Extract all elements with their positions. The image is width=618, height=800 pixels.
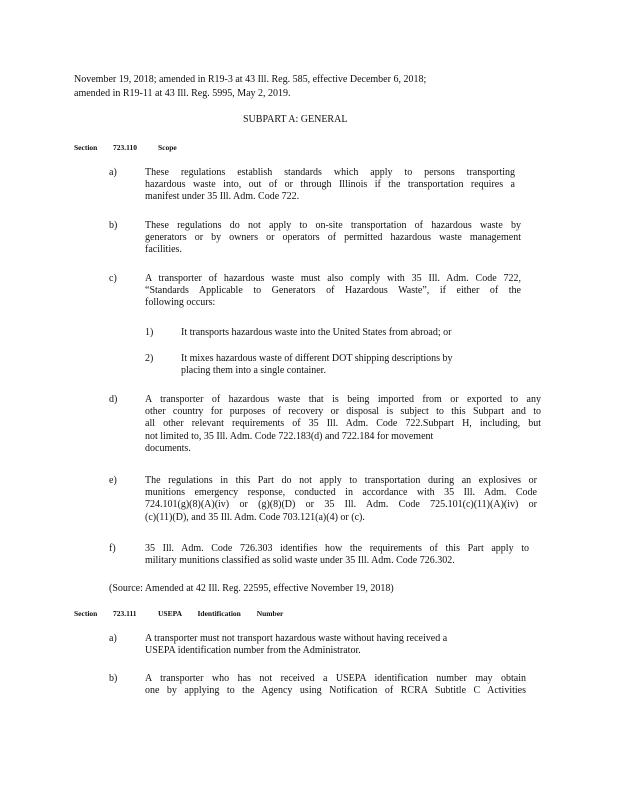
paragraph-line: These regulations establish standards which apply to persons transporting	[145, 167, 515, 178]
paragraph-label: b)	[109, 220, 118, 231]
paragraph-d	[145, 394, 541, 455]
paragraph-line: facilities.	[145, 244, 182, 256]
paragraph-label: c)	[109, 273, 117, 284]
paragraph-line: hazardous waste into, out of or through Illinois if the transportation requires a	[145, 179, 515, 191]
subpart-heading: SUBPART A: GENERAL	[243, 114, 348, 125]
paragraph-a	[145, 633, 505, 657]
paragraph-a	[145, 167, 515, 204]
paragraph-e	[145, 475, 537, 524]
section-title: Scope	[158, 143, 177, 152]
paragraph-line: A transporter of hazardous waste must also comply with 35 Ill. Adm. Code 722,	[145, 273, 521, 284]
paragraph-line: documents.	[145, 442, 191, 454]
paragraph-c	[145, 273, 521, 310]
paragraph-line: USEPA identification number from the Administrator.	[145, 645, 361, 657]
paragraph-label: b)	[109, 673, 118, 684]
subparagraph-2	[181, 353, 511, 377]
paragraph-line: It mixes hazardous waste of different DOT shipping descriptions by	[181, 353, 453, 364]
subparagraph-label: 2)	[145, 353, 154, 364]
paragraph-label: a)	[109, 633, 117, 644]
history-line-2: amended in R19-11 at 43 Ill. Reg. 5995, May 2, 2019.	[74, 88, 291, 99]
paragraph-line: military munitions classified as solid waste under 35 Ill. Adm. Code 726.302.	[145, 555, 455, 567]
section-label: Section	[74, 609, 98, 618]
paragraph-label: a)	[109, 167, 117, 178]
paragraph-line: following occurs:	[145, 297, 216, 309]
section-number: 723.110	[113, 143, 137, 152]
paragraph-line: munitions emergency response, conducted in accordance with 35 Ill. Adm. Code	[145, 487, 537, 499]
section-label: Section	[74, 143, 98, 152]
paragraph-line: manifest under 35 Ill. Adm. Code 722.	[145, 191, 300, 203]
paragraph-line: 35 Ill. Adm. Code 726.303 identifies how the requirements of this Part apply to	[145, 543, 529, 554]
paragraph-label: f)	[109, 543, 116, 554]
paragraph-line: generators or by owners or operators of permitted hazardous waste management	[145, 232, 521, 244]
subparagraph-label: 1)	[145, 327, 154, 338]
source-note: (Source: Amended at 42 Ill. Reg. 22595, effective November 19, 2018)	[109, 583, 394, 594]
paragraph-b	[145, 673, 526, 697]
section-title: USEPA Identification Number	[158, 609, 284, 618]
paragraph-line: “Standards Applicable to Generators of Hazardous Waste”, if either of the	[145, 285, 521, 297]
subparagraph-1	[181, 327, 511, 339]
paragraph-f	[145, 543, 529, 567]
paragraph-line: one by applying to the Agency using Notification of RCRA Subtitle C Activities	[145, 685, 526, 697]
paragraph-line: A transporter must not transport hazardous waste without having received a	[145, 633, 448, 644]
paragraph-line: 724.101(g)(8)(A)(iv) or (g)(8)(D) or 35 Ill. Adm. Code 725.101(c)(11)(A)(iv) or	[145, 499, 537, 511]
paragraph-line: other country for purposes of recovery or disposal is subject to this Subpart and to	[145, 406, 541, 418]
paragraph-line: (c)(11)(D), and 35 Ill. Adm. Code 703.121(a)(4) or (c).	[145, 511, 365, 523]
paragraph-label: d)	[109, 394, 118, 405]
paragraph-line: It transports hazardous waste into the United States from abroad; or	[181, 327, 452, 338]
history-line-1: November 19, 2018; amended in R19-3 at 43 Ill. Reg. 585, effective December 6, 2018;	[74, 74, 427, 85]
section-number: 723.111	[113, 609, 137, 618]
paragraph-line: placing them into a single container.	[181, 365, 326, 377]
paragraph-line: A transporter of hazardous waste that is being imported from or exported to any	[145, 394, 541, 405]
paragraph-b	[145, 220, 521, 257]
paragraph-label: e)	[109, 475, 117, 486]
paragraph-line: not limited to, 35 Ill. Adm. Code 722.183(d) and 722.184 for movement	[145, 430, 434, 442]
paragraph-line: These regulations do not apply to on-site transportation of hazardous waste by	[145, 220, 521, 231]
paragraph-line: all other relevant requirements of 35 Ill. Adm. Code 722.Subpart H, including, but	[145, 418, 541, 430]
paragraph-line: A transporter who has not received a USEPA identification number may obtain	[145, 673, 526, 684]
paragraph-line: The regulations in this Part do not apply to transportation during an explosives or	[145, 475, 537, 486]
